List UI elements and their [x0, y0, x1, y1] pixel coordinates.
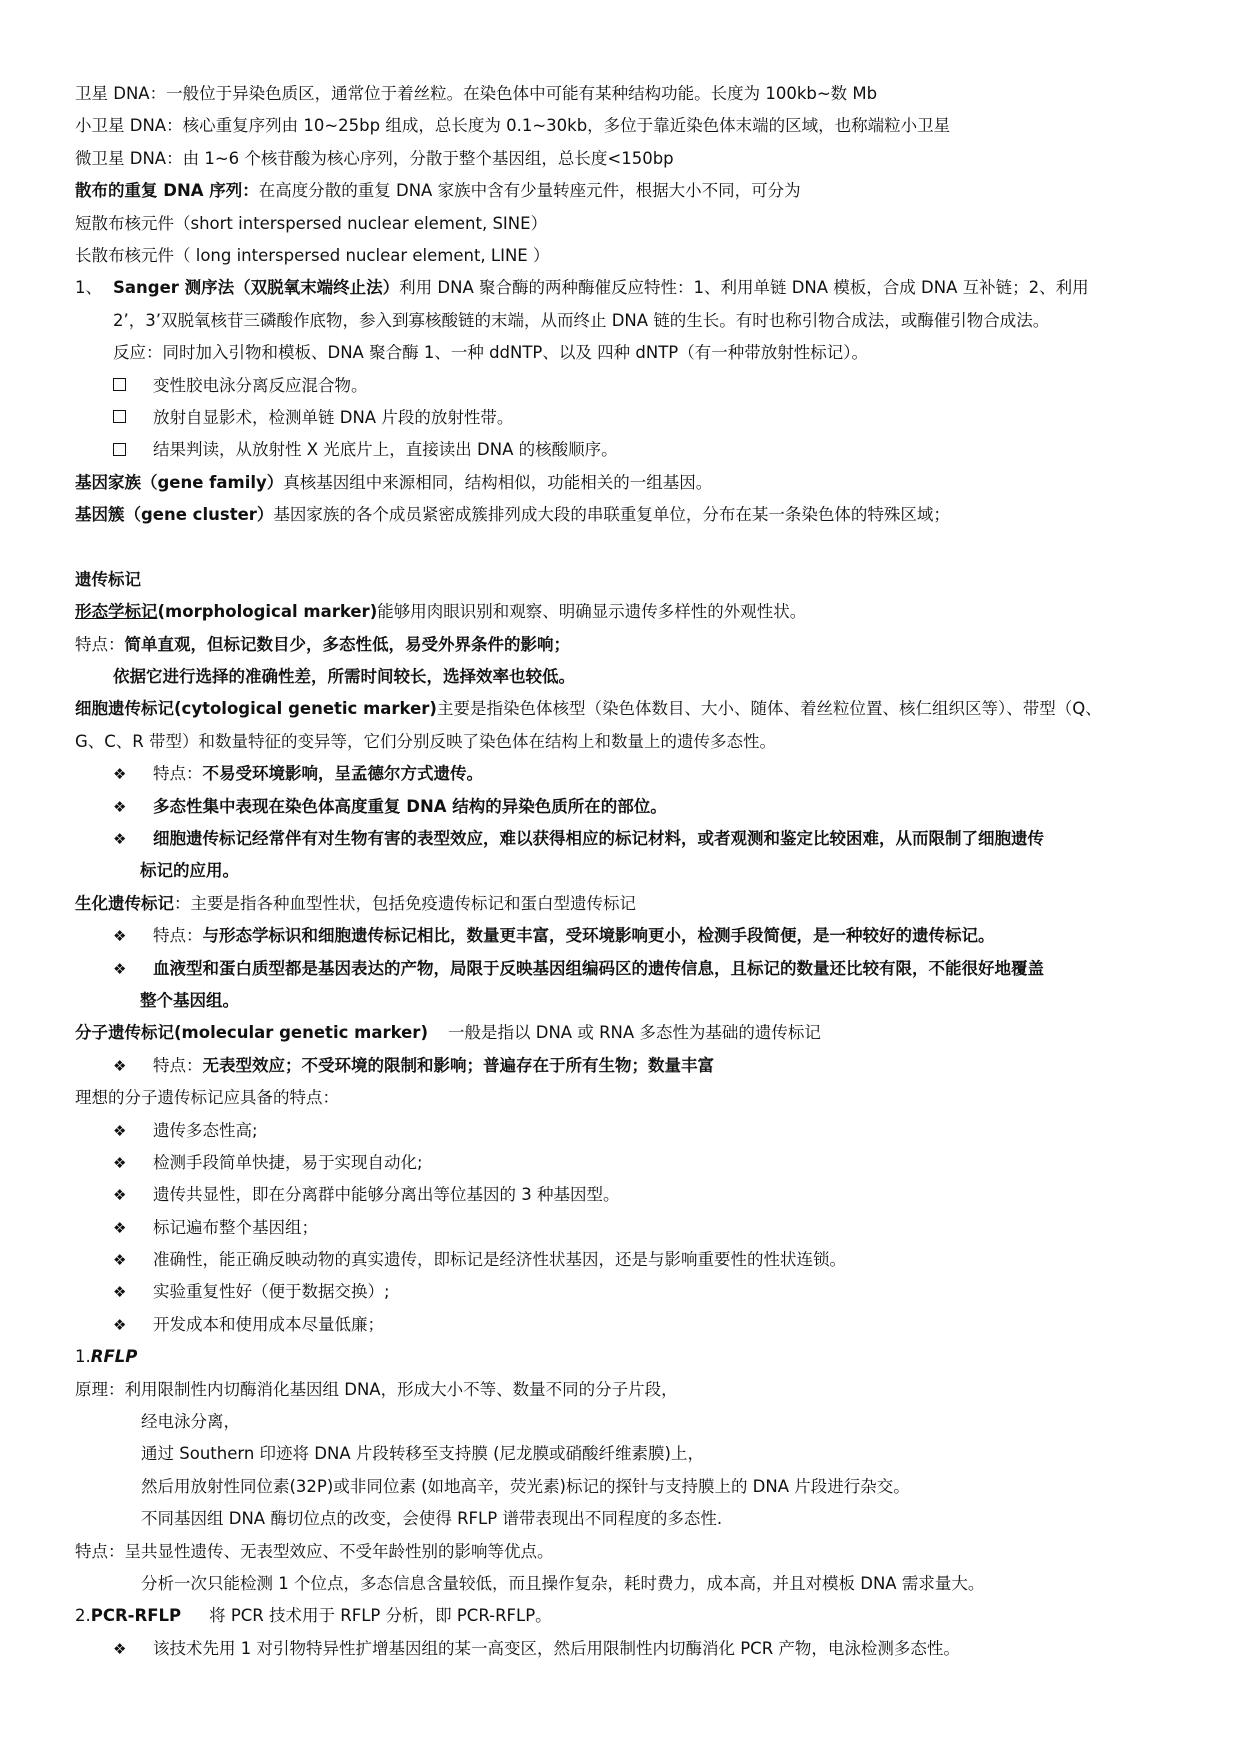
blank-line: [75, 531, 1171, 563]
line-sine: 短散布核元件（short interspersed nuclear element, SINE）: [75, 213, 548, 233]
line-morphological-marker: 形态学标记(morphological marker)能够用肉眼识别和观察、明确显示遗传多样性的外观性状。: [75, 602, 807, 622]
line-rflp-step: 然后用放射性同位素(32P)或非同位素 (如地高辛，荧光素)标记的探针与支持膜上的 DNA 片段进行杂交。: [141, 1476, 910, 1496]
list-item: ❖ 遗传共显性，即在分离群中能够分离出等位基因的 3 种基因型。: [75, 1179, 1171, 1211]
square-checkbox-icon: [113, 443, 126, 456]
list-item: ❖ 多态性集中表现在染色体高度重复 DNA 结构的异染色质所在的部位。: [75, 791, 1171, 823]
square-checkbox-icon: [113, 378, 126, 391]
list-item: ❖ 检测手段简单快捷，易于实现自动化;: [75, 1147, 1171, 1179]
line-rflp-step: 经电泳分离，: [141, 1412, 240, 1432]
line-rflp-step: 不同基因组 DNA 酶切位点的改变，会使得 RFLP 谱带表现出不同程度的多态性.: [141, 1509, 723, 1529]
line-rflp-feature-cont: 分析一次只能检测 1 个位点，多态信息含量较低，而且操作复杂，耗时费力，成本高，并且对模板 DNA 需求量大。: [141, 1573, 985, 1593]
list-item: ❖ 特点：不易受环境影响，呈孟德尔方式遗传。: [75, 758, 1171, 790]
line-sanger-title: 1、 Sanger 测序法（双脱氧末端终止法）利用 DNA 聚合酶的两种酶催反应特性：1、利用单链 DNA 模板，合成 DNA 互补链；2、利用: [75, 278, 1089, 298]
four-diamond-bullet-icon: ❖: [113, 1251, 127, 1270]
list-item: ❖ 特点：无表型效应；不受环境的限制和影响；普遍存在于所有生物；数量丰富: [75, 1050, 1171, 1082]
line-cytological-cont: G、C、R 带型）和数量特征的变异等，它们分别反映了染色体在结构上和数量上的遗传多态性。: [75, 731, 777, 751]
line-rflp-heading: 1.RFLP: [75, 1347, 138, 1367]
list-item: ❖ 标记遍布整个基因组；: [75, 1212, 1171, 1244]
four-diamond-bullet-icon: ❖: [113, 797, 127, 816]
line-microsatellite-dna: 微卫星 DNA：由 1~6 个核苷酸为核心序列，分散于整个基因组，总长度<150bp: [75, 148, 674, 168]
list-item-cont: 整个基因组。: [140, 990, 239, 1010]
line-sanger-reaction: 反应：同时加入引物和模板、DNA 聚合酶 1、一种 ddNTP、以及 四种 dNTP（有一种带放射性标记）。: [113, 343, 868, 363]
list-item: ❖ 血液型和蛋白质型都是基因表达的产物，局限于反映基因组编码区的遗传信息，且标记的数量还比较有限，不能很好地覆盖: [75, 953, 1171, 985]
list-item: 放射自显影术，检测单链 DNA 片段的放射性带。: [75, 402, 1171, 434]
four-diamond-bullet-icon: ❖: [113, 927, 127, 946]
four-diamond-bullet-icon: ❖: [113, 1186, 127, 1205]
line-gene-cluster: 基因簇（gene cluster）基因家族的各个成员紧密成簇排列成大段的串联重复单位，分布在某一条染色体的特殊区域；: [75, 505, 950, 525]
line-molecular-marker: 分子遗传标记(molecular genetic marker) 一般是指以 DNA 或 RNA 多态性为基础的遗传标记: [75, 1023, 821, 1043]
list-item: ❖ 细胞遗传标记经常伴有对生物有害的表型效应，难以获得相应的标记材料，或者观测和鉴定比较困难，从而限制了细胞遗传: [75, 823, 1171, 855]
four-diamond-bullet-icon: ❖: [113, 1315, 127, 1334]
line-sanger-cont: 2’，3’双脱氧核苷三磷酸作底物，参入到寡核酸链的末端，从而终止 DNA 链的生长。有时也称引物合成法，或酶催引物合成法。: [113, 310, 1050, 330]
list-item-cont: 标记的应用。: [140, 861, 239, 881]
line-rflp-principle: 原理：利用限制性内切酶消化基因组 DNA，形成大小不等、数量不同的分子片段，: [75, 1379, 678, 1399]
four-diamond-bullet-icon: ❖: [113, 959, 127, 978]
list-item: ❖ 特点：与形态学标识和细胞遗传标记相比，数量更丰富，受环境影响更小，检测手段简便，是一种较好的遗传标记。: [75, 920, 1171, 952]
line-morph-feature: 特点：简单直观，但标记数目少，多态性低，易受外界条件的影响；: [75, 634, 570, 654]
list-item: ❖ 准确性，能正确反映动物的真实遗传，即标记是经济性状基因，还是与影响重要性的性状连锁。: [75, 1244, 1171, 1276]
list-item: ❖ 开发成本和使用成本尽量低廉；: [75, 1309, 1171, 1341]
four-diamond-bullet-icon: ❖: [113, 829, 127, 848]
list-item: ❖ 实验重复性好（便于数据交换）;: [75, 1276, 1171, 1308]
line-rflp-step: 通过 Southern 印迹将 DNA 片段转移至支持膜 (尼龙膜或硝酸纤维素膜)上，: [141, 1444, 704, 1464]
section-heading: 遗传标记: [75, 569, 141, 589]
four-diamond-bullet-icon: ❖: [113, 1639, 127, 1658]
line-biochemical-marker: 生化遗传标记：主要是指各种血型性状，包括免疫遗传标记和蛋白型遗传标记: [75, 893, 636, 913]
line-ideal-marker: 理想的分子遗传标记应具备的特点：: [75, 1088, 339, 1108]
list-item: 变性胶电泳分离反应混合物。: [75, 370, 1171, 402]
four-diamond-bullet-icon: ❖: [113, 1283, 127, 1302]
list-item: ❖ 遗传多态性高;: [75, 1115, 1171, 1147]
square-checkbox-icon: [113, 410, 126, 423]
four-diamond-bullet-icon: ❖: [113, 1121, 127, 1140]
four-diamond-bullet-icon: ❖: [113, 765, 127, 784]
line-morph-feature-cont: 依据它进行选择的准确性差，所需时间较长，选择效率也较低。: [113, 667, 575, 687]
list-item: 结果判读，从放射性 X 光底片上，直接读出 DNA 的核酸顺序。: [75, 434, 1171, 466]
line-cytological-marker: 细胞遗传标记(cytological genetic marker)主要是指染色体核型（染色体数目、大小、随体、着丝粒位置、核仁组织区等）、带型（Q、: [75, 699, 1102, 719]
four-diamond-bullet-icon: ❖: [113, 1056, 127, 1075]
line-rflp-feature: 特点：呈共显性遗传、无表型效应、不受年龄性别的影响等优点。: [75, 1541, 554, 1561]
four-diamond-bullet-icon: ❖: [113, 1153, 127, 1172]
line-gene-family: 基因家族（gene family）真核基因组中来源相同，结构相似，功能相关的一组基因。: [75, 472, 713, 492]
line-pcr-rflp-heading: 2.PCR-RFLP 将 PCR 技术用于 RFLP 分析，即 PCR-RFLP。: [75, 1606, 552, 1626]
line-satellite-dna: 卫星 DNA：一般位于异染色质区，通常位于着丝粒。在染色体中可能有某种结构功能。长度为 100kb~数 Mb: [75, 84, 878, 103]
list-item: ❖ 该技术先用 1 对引物特异性扩增基因组的某一高变区，然后用限制性内切酶消化 PCR 产物，电泳检测多态性。: [75, 1633, 1171, 1665]
line-line: 长散布核元件（ long interspersed nuclear element, LINE ）: [75, 245, 550, 265]
line-dispersed-repeats: 散布的重复 DNA 序列：在高度分散的重复 DNA 家族中含有少量转座元件，根据大小不同，可分为: [75, 181, 801, 201]
line-minisatellite-dna: 小卫星 DNA：核心重复序列由 10~25bp 组成，总长度为 0.1~30kb，多位于靠近染色体末端的区域，也称端粒小卫星: [75, 116, 951, 136]
four-diamond-bullet-icon: ❖: [113, 1218, 127, 1237]
